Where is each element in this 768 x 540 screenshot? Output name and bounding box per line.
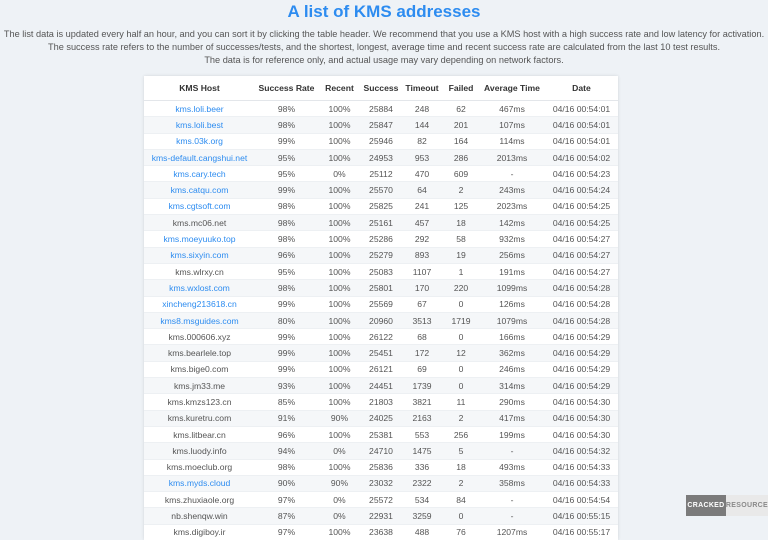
failed-cell: 19 [443,247,479,263]
date-cell: 04/16 00:54:28 [545,296,618,312]
table-row [144,263,618,279]
recent-cell: 100% [318,280,361,296]
failed-cell: 18 [443,459,479,475]
timeout-cell: 69 [401,361,443,377]
column-header-timeout[interactable]: Timeout [401,76,443,101]
table-row [144,280,618,296]
failed-cell: 76 [443,524,479,540]
date-cell: 04/16 00:54:33 [545,475,618,491]
date-cell: 04/16 00:54:27 [545,247,618,263]
timeout-cell: 64 [401,182,443,198]
recent-cell: 100% [318,215,361,231]
success-cell: 25847 [361,117,401,133]
success-cell: 20960 [361,312,401,328]
table-row [144,149,618,165]
average-time-cell: 358ms [479,475,545,491]
timeout-cell: 3513 [401,312,443,328]
success-cell: 24710 [361,443,401,459]
table-row [144,475,618,491]
table-row [144,492,618,508]
failed-cell: 609 [443,166,479,182]
failed-cell: 286 [443,149,479,165]
date-cell: 04/16 00:54:23 [545,166,618,182]
success-rate-cell: 98% [255,101,318,117]
average-time-cell: 314ms [479,378,545,394]
date-cell: 04/16 00:54:29 [545,329,618,345]
success-cell: 25946 [361,133,401,149]
date-cell: 04/16 00:54:33 [545,459,618,475]
average-time-cell: - [479,443,545,459]
table-body [144,101,618,540]
success-rate-cell: 99% [255,182,318,198]
host-cell: kms.luody.info [144,443,255,459]
success-cell: 21803 [361,394,401,410]
table-row [144,426,618,442]
host-cell: kms.bige0.com [144,361,255,377]
host-cell[interactable]: xincheng213618.cn [144,296,255,312]
table-row [144,459,618,475]
average-time-cell: - [479,166,545,182]
recent-cell: 100% [318,329,361,345]
table-row [144,117,618,133]
average-time-cell: 166ms [479,329,545,345]
success-rate-cell: 99% [255,133,318,149]
timeout-cell: 82 [401,133,443,149]
host-cell: kms.000606.xyz [144,329,255,345]
average-time-cell: - [479,492,545,508]
average-time-cell: 243ms [479,182,545,198]
timeout-cell: 3259 [401,508,443,524]
host-cell: nb.shenqw.win [144,508,255,524]
table-row [144,524,618,540]
recent-cell: 90% [318,410,361,426]
recent-cell: 100% [318,149,361,165]
failed-cell: 84 [443,492,479,508]
success-rate-cell: 93% [255,378,318,394]
column-header-kms-host[interactable]: KMS Host [144,76,255,101]
recent-cell: 0% [318,166,361,182]
date-cell: 04/16 00:54:02 [545,149,618,165]
failed-cell: 164 [443,133,479,149]
date-cell: 04/16 00:54:30 [545,410,618,426]
failed-cell: 220 [443,280,479,296]
intro-text [0,28,768,67]
recent-cell: 100% [318,263,361,279]
page-title: A list of KMS addresses [0,0,768,24]
timeout-cell: 172 [401,345,443,361]
success-cell: 24025 [361,410,401,426]
host-cell: kms.wlrxy.cn [144,263,255,279]
failed-cell: 1719 [443,312,479,328]
failed-cell: 201 [443,117,479,133]
failed-cell: 58 [443,231,479,247]
host-cell[interactable]: kms.moeyuuko.top [144,231,255,247]
timeout-cell: 553 [401,426,443,442]
date-cell: 04/16 00:54:01 [545,101,618,117]
average-time-cell: 256ms [479,247,545,263]
success-rate-cell: 96% [255,426,318,442]
date-cell: 04/16 00:54:28 [545,280,618,296]
table-row [144,215,618,231]
timeout-cell: 248 [401,101,443,117]
table-row [144,101,618,117]
success-cell: 25161 [361,215,401,231]
timeout-cell: 68 [401,329,443,345]
success-cell: 25801 [361,280,401,296]
average-time-cell: 1099ms [479,280,545,296]
timeout-cell: 2163 [401,410,443,426]
success-rate-cell: 85% [255,394,318,410]
failed-cell: 125 [443,198,479,214]
intro-line: The list data is updated every half an hour, and you can sort it by clicking the table header. We recommend that you use a KMS host with a high success rate and low latency for activation. [0,28,768,41]
success-rate-cell: 95% [255,166,318,182]
recent-cell: 0% [318,443,361,459]
recent-cell: 100% [318,312,361,328]
failed-cell: 18 [443,215,479,231]
timeout-cell: 241 [401,198,443,214]
host-cell[interactable]: kms.03k.org [144,133,255,149]
table-row [144,133,618,149]
table-row [144,329,618,345]
recent-cell: 100% [318,345,361,361]
failed-cell: 0 [443,361,479,377]
average-time-cell: 2013ms [479,149,545,165]
success-cell: 25825 [361,198,401,214]
recent-cell: 100% [318,378,361,394]
success-cell: 25286 [361,231,401,247]
recent-cell: 0% [318,508,361,524]
date-cell: 04/16 00:54:01 [545,133,618,149]
date-cell: 04/16 00:55:17 [545,524,618,540]
table-row [144,361,618,377]
average-time-cell: 2023ms [479,198,545,214]
host-cell: kms.digiboy.ir [144,524,255,540]
kms-table-card [144,76,618,540]
recent-cell: 100% [318,117,361,133]
date-cell: 04/16 00:54:27 [545,263,618,279]
success-rate-cell: 99% [255,345,318,361]
success-rate-cell: 94% [255,443,318,459]
table-header-row [144,76,618,101]
success-rate-cell: 98% [255,459,318,475]
host-cell: kms.bearlele.top [144,345,255,361]
failed-cell: 0 [443,329,479,345]
column-header-success-rate[interactable]: Success Rate [255,76,318,101]
table-row [144,394,618,410]
average-time-cell: 142ms [479,215,545,231]
success-cell: 25569 [361,296,401,312]
success-cell: 22931 [361,508,401,524]
timeout-cell: 953 [401,149,443,165]
recent-cell: 100% [318,524,361,540]
host-cell[interactable]: kms8.msguides.com [144,312,255,328]
success-cell: 23638 [361,524,401,540]
intro-line: The success rate refers to the number of successes/tests, and the shortest, longest, average time and recent success rate are calculated from the last 10 test results. [0,41,768,54]
failed-cell: 2 [443,475,479,491]
date-cell: 04/16 00:54:30 [545,394,618,410]
host-cell[interactable]: kms.sixyin.com [144,247,255,263]
success-rate-cell: 80% [255,312,318,328]
success-rate-cell: 95% [255,263,318,279]
date-cell: 04/16 00:54:32 [545,443,618,459]
host-cell[interactable]: kms.catqu.com [144,182,255,198]
host-cell[interactable]: kms.myds.cloud [144,475,255,491]
success-cell: 25836 [361,459,401,475]
success-rate-cell: 90% [255,475,318,491]
success-cell: 25572 [361,492,401,508]
success-cell: 25451 [361,345,401,361]
watermark-left: CRACKED [686,495,726,516]
success-rate-cell: 91% [255,410,318,426]
date-cell: 04/16 00:54:27 [545,231,618,247]
date-cell: 04/16 00:54:25 [545,198,618,214]
success-cell: 24451 [361,378,401,394]
watermark-right: RESOURCE [726,495,768,516]
host-cell[interactable]: kms.cary.tech [144,166,255,182]
failed-cell: 12 [443,345,479,361]
host-cell[interactable]: kms.loli.beer [144,101,255,117]
recent-cell: 0% [318,492,361,508]
success-rate-cell: 95% [255,149,318,165]
date-cell: 04/16 00:54:29 [545,361,618,377]
success-cell: 25112 [361,166,401,182]
watermark [686,495,768,516]
intro-line: The data is for reference only, and actual usage may vary depending on network factors. [0,54,768,67]
success-cell: 24953 [361,149,401,165]
table-row [144,247,618,263]
timeout-cell: 144 [401,117,443,133]
success-cell: 25884 [361,101,401,117]
recent-cell: 100% [318,361,361,377]
host-cell[interactable]: kms.cgtsoft.com [144,198,255,214]
date-cell: 04/16 00:54:25 [545,215,618,231]
timeout-cell: 336 [401,459,443,475]
success-rate-cell: 87% [255,508,318,524]
success-rate-cell: 98% [255,215,318,231]
success-rate-cell: 98% [255,280,318,296]
table-row [144,296,618,312]
date-cell: 04/16 00:54:29 [545,378,618,394]
success-rate-cell: 99% [255,329,318,345]
date-cell: 04/16 00:55:15 [545,508,618,524]
table-row [144,312,618,328]
recent-cell: 100% [318,296,361,312]
recent-cell: 100% [318,459,361,475]
recent-cell: 100% [318,182,361,198]
date-cell: 04/16 00:54:54 [545,492,618,508]
date-cell: 04/16 00:54:29 [545,345,618,361]
success-rate-cell: 97% [255,524,318,540]
column-header-average-time[interactable]: Average Time [479,76,545,101]
date-cell: 04/16 00:54:01 [545,117,618,133]
table-row [144,410,618,426]
host-cell[interactable]: kms.wxlost.com [144,280,255,296]
average-time-cell: 1079ms [479,312,545,328]
timeout-cell: 3821 [401,394,443,410]
table-row [144,378,618,394]
average-time-cell: 932ms [479,231,545,247]
timeout-cell: 534 [401,492,443,508]
success-cell: 26121 [361,361,401,377]
failed-cell: 62 [443,101,479,117]
host-cell: kms.kuretru.com [144,410,255,426]
success-rate-cell: 99% [255,296,318,312]
column-header-date[interactable]: Date [545,76,618,101]
failed-cell: 0 [443,378,479,394]
timeout-cell: 2322 [401,475,443,491]
timeout-cell: 1739 [401,378,443,394]
host-cell[interactable]: kms-default.cangshui.net [144,149,255,165]
recent-cell: 100% [318,231,361,247]
column-header-failed[interactable]: Failed [443,76,479,101]
success-rate-cell: 98% [255,117,318,133]
column-header-recent[interactable]: Recent [318,76,361,101]
success-rate-cell: 97% [255,492,318,508]
timeout-cell: 470 [401,166,443,182]
timeout-cell: 292 [401,231,443,247]
success-cell: 25381 [361,426,401,442]
table-row [144,443,618,459]
average-time-cell: 199ms [479,426,545,442]
table-row [144,198,618,214]
failed-cell: 256 [443,426,479,442]
table-row [144,345,618,361]
success-cell: 25083 [361,263,401,279]
date-cell: 04/16 00:54:30 [545,426,618,442]
average-time-cell: 107ms [479,117,545,133]
date-cell: 04/16 00:54:28 [545,312,618,328]
timeout-cell: 893 [401,247,443,263]
average-time-cell: 467ms [479,101,545,117]
success-cell: 23032 [361,475,401,491]
average-time-cell: 126ms [479,296,545,312]
average-time-cell: - [479,508,545,524]
table-row [144,166,618,182]
timeout-cell: 1107 [401,263,443,279]
host-cell: kms.mc06.net [144,215,255,231]
average-time-cell: 246ms [479,361,545,377]
column-header-success[interactable]: Success [361,76,401,101]
failed-cell: 1 [443,263,479,279]
timeout-cell: 488 [401,524,443,540]
host-cell: kms.jm33.me [144,378,255,394]
table-row [144,231,618,247]
failed-cell: 0 [443,296,479,312]
host-cell: kms.kmzs123.cn [144,394,255,410]
average-time-cell: 417ms [479,410,545,426]
average-time-cell: 114ms [479,133,545,149]
host-cell: kms.zhuxiaole.org [144,492,255,508]
recent-cell: 100% [318,394,361,410]
host-cell: kms.moeclub.org [144,459,255,475]
failed-cell: 0 [443,508,479,524]
date-cell: 04/16 00:54:24 [545,182,618,198]
success-rate-cell: 96% [255,247,318,263]
timeout-cell: 170 [401,280,443,296]
recent-cell: 100% [318,198,361,214]
success-rate-cell: 98% [255,198,318,214]
failed-cell: 11 [443,394,479,410]
failed-cell: 5 [443,443,479,459]
host-cell: kms.litbear.cn [144,426,255,442]
average-time-cell: 493ms [479,459,545,475]
average-time-cell: 1207ms [479,524,545,540]
timeout-cell: 1475 [401,443,443,459]
table-row [144,508,618,524]
timeout-cell: 67 [401,296,443,312]
recent-cell: 100% [318,133,361,149]
failed-cell: 2 [443,182,479,198]
recent-cell: 90% [318,475,361,491]
recent-cell: 100% [318,247,361,263]
success-cell: 25570 [361,182,401,198]
timeout-cell: 457 [401,215,443,231]
average-time-cell: 362ms [479,345,545,361]
average-time-cell: 191ms [479,263,545,279]
success-rate-cell: 99% [255,361,318,377]
success-cell: 25279 [361,247,401,263]
recent-cell: 100% [318,101,361,117]
host-cell[interactable]: kms.loli.best [144,117,255,133]
kms-table [144,76,618,540]
table-row [144,182,618,198]
average-time-cell: 290ms [479,394,545,410]
success-rate-cell: 98% [255,231,318,247]
failed-cell: 2 [443,410,479,426]
success-cell: 26122 [361,329,401,345]
recent-cell: 100% [318,426,361,442]
